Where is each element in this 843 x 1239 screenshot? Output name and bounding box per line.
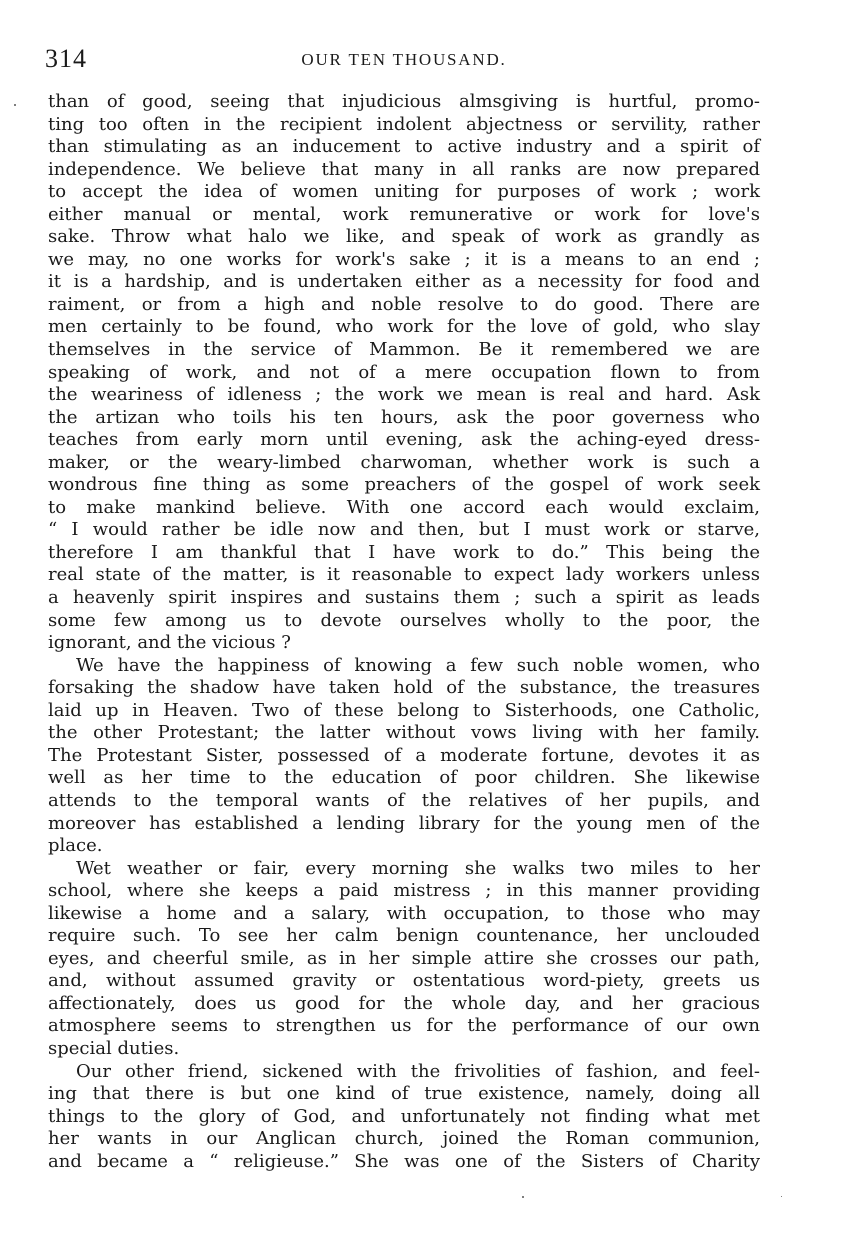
text-line: forsaking the shadow have taken hold of the substance, the treasures	[48, 677, 760, 699]
text-line: well as her time to the education of poor children. She likewise	[48, 767, 760, 789]
text-line: Our other friend, sickened with the frivolities of fashion, and feel-	[76, 1060, 760, 1082]
text-line: some few among us to devote ourselves wholly to the poor, the	[48, 609, 760, 631]
text-line: either manual or mental, work remunerative or work for love's	[48, 203, 760, 225]
text-line: raiment, or from a high and noble resolve to do good. There are	[48, 293, 760, 315]
page-header	[45, 44, 763, 74]
text-line: the artizan who toils his ten hours, ask the poor governess who	[48, 406, 760, 428]
text-line: the other Protestant; the latter without vows living with her family.	[48, 722, 760, 744]
text-line: and became a “ religieuse.” She was one of the Sisters of Charity	[48, 1150, 760, 1172]
text-line: the weariness of idleness ; the work we mean is real and hard. Ask	[48, 384, 760, 406]
text-line: than stimulating as an inducement to active industry and a spirit of	[48, 136, 760, 158]
text-line: attends to the temporal wants of the relatives of her pupils, and	[48, 789, 760, 811]
text-line: and, without assumed gravity or ostentatious word-piety, greets us	[48, 970, 760, 992]
text-line: “ I would rather be idle now and then, but I must work or starve,	[48, 519, 760, 541]
text-line: moreover has established a lending library for the young men of the	[48, 812, 760, 834]
text-line: Wet weather or fair, every morning she walks two miles to her	[76, 857, 760, 879]
text-line: therefore I am thankful that I have work to do.” This being the	[48, 541, 760, 563]
text-line: school, where she keeps a paid mistress ; in this manner providing	[48, 880, 760, 902]
text-line: real state of the matter, is it reasonable to expect lady workers unless	[48, 564, 760, 586]
paper-speck	[522, 1196, 524, 1198]
text-line: wondrous fine thing as some preachers of the gospel of work seek	[48, 474, 760, 496]
text-line: maker, or the weary-limbed charwoman, whether work is such a	[48, 451, 760, 473]
text-line: The Protestant Sister, possessed of a moderate fortune, devotes it as	[48, 744, 760, 766]
text-line: ing that there is but one kind of true existence, namely, doing all	[48, 1083, 760, 1105]
text-line: we may, no one works for work's sake ; it is a means to an end ;	[48, 248, 760, 270]
body-text	[48, 91, 760, 1173]
running-head: OUR TEN THOUSAND.	[301, 50, 507, 69]
text-line: ting too often in the recipient indolent abjectness or servility, rather	[48, 113, 760, 135]
text-line: it is a hardship, and is undertaken either as a necessity for food and	[48, 271, 760, 293]
text-line: affectionately, does us good for the whole day, and her gracious	[48, 992, 760, 1014]
paper-speck	[781, 1196, 782, 1197]
page-number: 314	[45, 44, 87, 73]
text-line: things to the glory of God, and unfortunately not finding what met	[48, 1105, 760, 1127]
text-line: to make mankind believe. With one accord each would exclaim,	[48, 496, 760, 518]
text-line: to accept the idea of women uniting for purposes of work ; work	[48, 181, 760, 203]
text-line: laid up in Heaven. Two of these belong to Sisterhoods, one Catholic,	[48, 699, 760, 721]
text-line: eyes, and cheerful smile, as in her simple attire she crosses our path,	[48, 947, 760, 969]
text-line: speaking of work, and not of a mere occupation flown to from	[48, 361, 760, 383]
text-line: themselves in the service of Mammon. Be it remembered we are	[48, 339, 760, 361]
text-line: ignorant, and the vicious ?	[48, 632, 291, 654]
text-line: than of good, seeing that injudicious almsgiving is hurtful, promo-	[48, 91, 760, 112]
paper-speck	[14, 104, 16, 106]
text-line: require such. To see her calm benign countenance, her unclouded	[48, 925, 760, 947]
text-line: sake. Throw what halo we like, and speak of work as grandly as	[48, 226, 760, 248]
text-line: teaches from early morn until evening, ask the aching-eyed dress-	[48, 429, 760, 451]
text-line: place.	[48, 835, 103, 857]
text-line: men certainly to be found, who work for the love of gold, who slay	[48, 316, 760, 338]
text-line: likewise a home and a salary, with occupation, to those who may	[48, 902, 760, 924]
text-line: independence. We believe that many in all ranks are now prepared	[48, 158, 760, 180]
text-line: atmosphere seems to strengthen us for the performance of our own	[48, 1015, 760, 1037]
text-line: her wants in our Anglican church, joined the Roman communion,	[48, 1128, 760, 1150]
text-line: special duties.	[48, 1037, 180, 1059]
text-line: a heavenly spirit inspires and sustains them ; such a spirit as leads	[48, 587, 760, 609]
text-line: We have the happiness of knowing a few such noble women, who	[76, 654, 760, 676]
